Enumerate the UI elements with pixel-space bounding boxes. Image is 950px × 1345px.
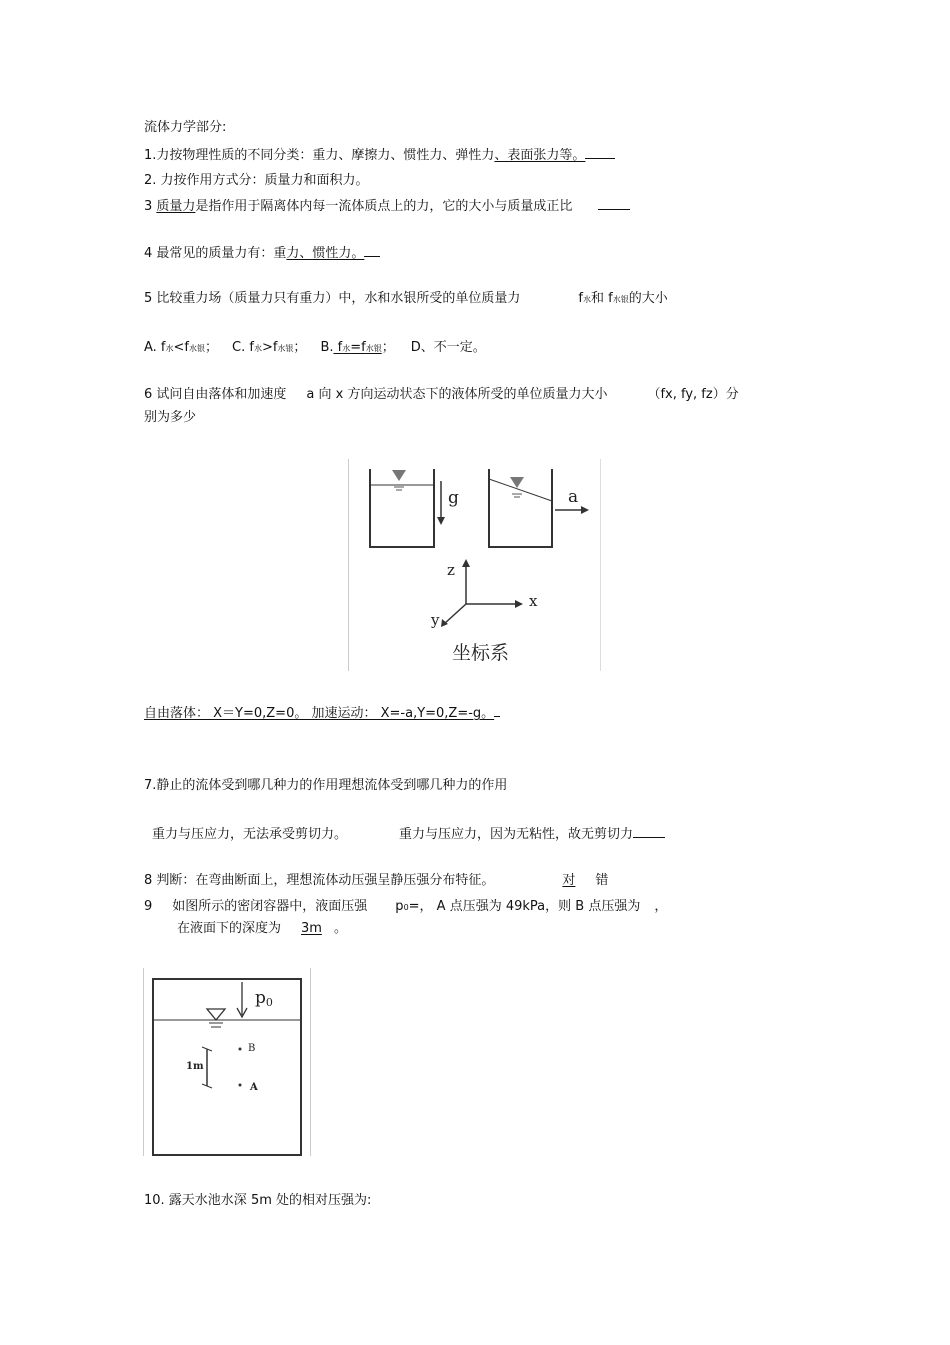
question-5 <box>144 290 668 309</box>
g-label: g <box>448 488 459 508</box>
option-d: D、不一定。 <box>410 340 486 355</box>
q8-wrong-option: 错 <box>595 873 609 888</box>
figure2-svg <box>144 968 310 1156</box>
q8-text: 8 判断：在弯曲断面上，理想流体动压强呈静压强分布特征。 <box>144 873 495 888</box>
p0-label: p0 <box>255 988 273 1009</box>
q5-sub-mercury: 水银 <box>612 295 629 304</box>
option-c: C. f水>f水银； <box>232 340 307 355</box>
question-5-options <box>144 339 486 358</box>
q4-underlined: 力、惯性力。 <box>286 246 365 261</box>
question-6 <box>144 386 739 404</box>
y-label: y <box>431 611 440 629</box>
question-9 <box>144 898 667 917</box>
blank-line <box>633 825 665 838</box>
point-b <box>239 1048 242 1051</box>
q8-right-option: 对 <box>562 873 576 888</box>
q3-text: 是指作用于隔离体内每一流体质点上的力，它的大小与质量成正比 <box>195 199 573 214</box>
blank-line <box>585 146 615 159</box>
q5-sub-water: 水 <box>582 295 591 304</box>
q5-and: 和 f <box>590 291 613 306</box>
question-4 <box>144 244 380 263</box>
question-7-answer <box>152 825 665 844</box>
q9-line2: 在液面下的深度为 <box>177 921 282 936</box>
container-left <box>370 469 434 547</box>
water-level-icon <box>510 477 524 488</box>
figure-closed-container <box>143 968 311 1156</box>
q5-tail: 的大小 <box>628 291 668 306</box>
figure1-caption: 坐标系 <box>452 642 510 664</box>
water-level-icon <box>392 470 406 481</box>
q6-answer-text: 自由落体： X＝Y=0,Z=0。 加速运动： X=-a,Y=0,Z=-g。 <box>144 706 495 721</box>
question-10: 10. 露天水池水深 5m 处的相对压强为: <box>144 1193 372 1208</box>
q9-answer: 3m <box>301 921 322 936</box>
section-heading: 流体力学部分: <box>144 120 227 135</box>
a-label: a <box>568 487 579 507</box>
y-axis <box>444 604 466 624</box>
q9-num: 9 <box>144 899 153 914</box>
q9-mid: =， A 点压强为 49kPa，则 B 点压强为 <box>408 899 641 914</box>
q5-text: 5 比较重力场（质量力只有重力）中，水和水银所受的单位质量力 <box>144 291 521 306</box>
point-a-label: A <box>250 1082 258 1093</box>
q6-a: a 向 x 方向运动状态下的液体所受的单位质量力大小 <box>306 387 608 402</box>
q9-comma: ， <box>654 899 668 914</box>
container-box <box>153 979 301 1155</box>
q9-text: 如图所示的密闭容器中，液面压强 <box>172 899 368 914</box>
question-6-line2: 别为多少 <box>144 410 197 425</box>
figure-coordinate-system <box>348 459 601 671</box>
blank-line <box>494 704 500 717</box>
x-label: x <box>529 592 538 610</box>
q4-text: 4 最常见的质量力有：重 <box>144 246 287 261</box>
question-2: 2. 力按作用方式分：质量力和面积力。 <box>144 173 369 188</box>
q7-answer-1: 重力与压应力，无法承受剪切力。 <box>152 827 348 842</box>
q3-underlined: 质量力 <box>156 199 196 214</box>
z-label: z <box>447 561 455 579</box>
blank-line <box>598 197 630 210</box>
question-7: 7.静止的流体受到哪几种力的作用理想流体受到哪几种力的作用 <box>144 778 508 793</box>
q6-text: 6 试问自由落体和加速度 <box>144 387 287 402</box>
q5-f: f <box>578 291 583 306</box>
q1-text: 1.力按物理性质的不同分类：重力、摩擦力、惯性力、弹性力 <box>144 148 495 163</box>
point-b-label: B <box>248 1043 256 1054</box>
distance-label: 1m <box>186 1061 204 1072</box>
q6-f: （fx, fy, fz）分 <box>647 387 739 402</box>
q9-p: p <box>395 899 404 914</box>
question-9-line2 <box>177 920 347 938</box>
figure1-svg <box>349 459 600 671</box>
water-level-icon <box>207 1009 225 1020</box>
blank-line <box>364 244 380 257</box>
point-a <box>239 1084 242 1087</box>
q3-num: 3 <box>144 199 157 214</box>
q9-p-sub: 0 <box>403 903 409 912</box>
question-1 <box>144 146 615 165</box>
option-a: A. f水<f水银； <box>144 340 219 355</box>
q7-answer-2: 重力与压应力，因为无粘性，故无剪切力 <box>399 827 634 842</box>
question-6-answer <box>144 704 500 723</box>
option-b: B. f水=f水银； <box>320 340 395 355</box>
question-8 <box>144 872 608 890</box>
q1-underlined: 、表面张力等。 <box>494 148 586 163</box>
q9-end: 。 <box>333 921 347 936</box>
question-3 <box>144 197 630 216</box>
